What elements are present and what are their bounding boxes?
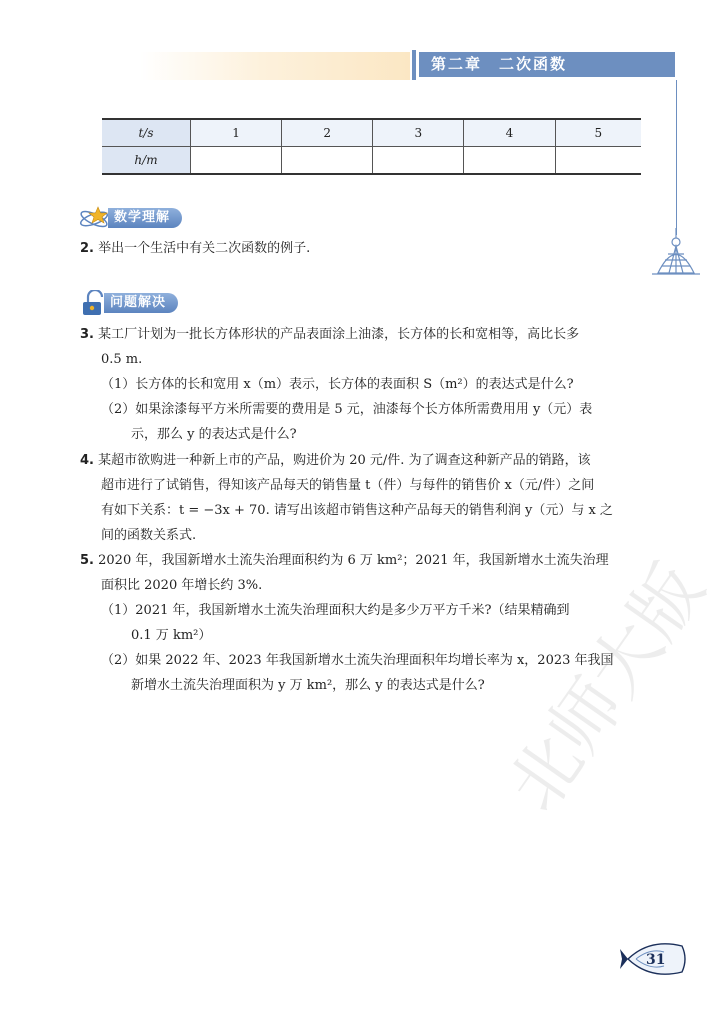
section-title: 问题解决 xyxy=(104,293,178,313)
table-cell: 5 xyxy=(555,119,641,147)
margin-rule xyxy=(676,80,677,235)
section-problem-solving xyxy=(80,290,178,316)
tower-icon xyxy=(650,228,700,278)
chapter-title: 第二章 二次函数 xyxy=(419,52,675,77)
question-5 xyxy=(80,548,609,573)
table-cell xyxy=(464,147,555,175)
question-text: 有如下关系：t = −3x + 70. 请写出该超市销售这种产品每天的销售利润 y（元）与 x 之 xyxy=(101,503,613,518)
row-label: t/s xyxy=(102,119,191,147)
table-cell: 2 xyxy=(282,119,373,147)
table-cell xyxy=(282,147,373,175)
question-number: 3. xyxy=(80,327,94,342)
row-label: h/m xyxy=(102,147,191,175)
table-cell: 4 xyxy=(464,119,555,147)
sub-question: （2）如果 2022 年、2023 年我国新增水土流失治理面积年均增长率为 x，2023 年我国 xyxy=(101,653,614,668)
question-number: 5. xyxy=(80,553,94,568)
question-text: 0.5 m. xyxy=(101,352,143,367)
question-text: 2020 年，我国新增水土流失治理面积约为 6 万 km²；2021 年，我国新增水土流失治理 xyxy=(98,553,609,568)
table-cell xyxy=(555,147,641,175)
data-table xyxy=(102,118,641,175)
question-text: 某工厂计划为一批长方体形状的产品表面涂上油漆，长方体的长和宽相等，高比长多 xyxy=(98,327,580,342)
table-row xyxy=(102,119,641,147)
question-number: 4. xyxy=(80,453,94,468)
question-2 xyxy=(80,236,310,261)
section-math-understanding xyxy=(78,205,182,231)
section-title: 数学理解 xyxy=(108,208,182,228)
sub-question: 0.1 万 km²） xyxy=(131,628,212,643)
question-text: 超市进行了试销售，得知该产品每天的销售量 t（件）与每件的销售价 x（元/件）之间 xyxy=(101,478,595,493)
header-decoration-band xyxy=(140,52,410,80)
publisher-watermark: 北师大版 xyxy=(492,549,720,826)
question-4 xyxy=(80,448,591,473)
header-separator xyxy=(412,50,416,80)
table-cell xyxy=(191,147,282,175)
sub-question: 新增水土流失治理面积为 y 万 km²，那么 y 的表达式是什么? xyxy=(131,678,485,693)
table-row xyxy=(102,147,641,175)
page-number: 31 xyxy=(646,952,666,968)
question-text: 面积比 2020 年增长约 3%. xyxy=(101,578,263,593)
question-text: 举出一个生活中有关二次函数的例子. xyxy=(98,241,311,256)
question-text: 间的函数关系式. xyxy=(101,528,197,543)
sub-question: （1）2021 年，我国新增水土流失治理面积大约是多少万平方千米?（结果精确到 xyxy=(101,603,570,618)
sub-question: （1）长方体的长和宽用 x（m）表示，长方体的表面积 S（m²）的表达式是什么? xyxy=(101,377,574,392)
atom-star-icon xyxy=(78,205,112,231)
table-cell: 3 xyxy=(373,119,464,147)
sub-question: 示，那么 y 的表达式是什么? xyxy=(131,427,297,442)
table-cell xyxy=(373,147,464,175)
sub-question: （2）如果涂漆每平方米所需要的费用是 5 元，油漆每个长方体所需费用用 y（元）表 xyxy=(101,402,593,417)
question-number: 2. xyxy=(80,241,94,256)
table-cell: 1 xyxy=(191,119,282,147)
question-text: 某超市欲购进一种新上市的产品，购进价为 20 元/件. 为了调查这种新产品的销路，该 xyxy=(98,453,591,468)
question-3 xyxy=(80,322,579,347)
